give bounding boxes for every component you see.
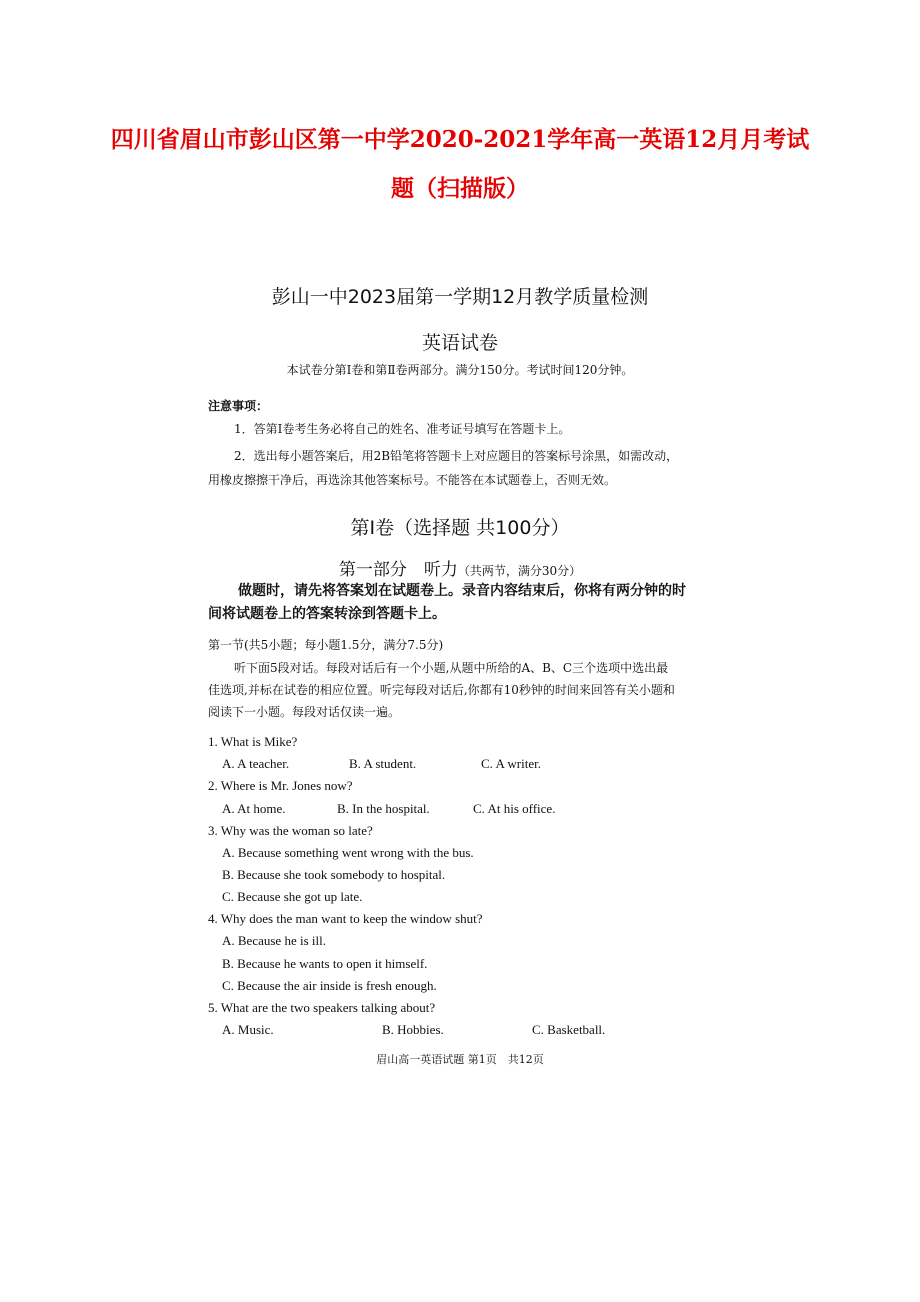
section1-instr-b: 佳选项,并标在试卷的相应位置。听完每段对话后,你都有10秒钟的时间来回答有关小题和 bbox=[208, 683, 675, 697]
q3-option-c: C. Because she got up late. bbox=[222, 889, 363, 904]
q2-option-b: B. In the hospital. bbox=[337, 801, 430, 816]
q4-option-a: A. Because he is ill. bbox=[222, 933, 326, 948]
question-1: 1. What is Mike? bbox=[208, 734, 298, 749]
q1-option-c: C. A writer. bbox=[481, 756, 541, 771]
part1-title: 第一部分 听力 bbox=[338, 560, 458, 580]
q5-option-c: C. Basketball. bbox=[532, 1022, 606, 1037]
notice-2a: 2．选出每小题答案后，用2B铅笔将答题卡上对应题目的答案标号涂黑，如需改动， bbox=[234, 449, 679, 463]
page-footer: 眉山高一英语试题 第1页 共12页 bbox=[376, 1053, 544, 1066]
part1-instr-a: 做题时，请先将答案划在试题卷上。录音内容结束后，你将有两分钟的时 bbox=[238, 583, 686, 599]
section1-instr-a: 听下面5段对话。每段对话后有一个小题,从题中所给的A、B、C三个选项中选出最 bbox=[234, 661, 669, 675]
q1-option-a: A. A teacher. bbox=[222, 756, 290, 771]
question-2: 2. Where is Mr. Jones now? bbox=[208, 778, 353, 793]
part1-note: （共两节，满分30分） bbox=[457, 564, 582, 578]
q3-option-a: A. Because something went wrong with the bus. bbox=[222, 845, 474, 860]
q2-option-c: C. At his office. bbox=[473, 801, 556, 816]
volume-1-title: 第Ⅰ卷（选择题 共100分） bbox=[350, 517, 570, 539]
q2-option-a: A. At home. bbox=[222, 801, 286, 816]
intro: 本试卷分第Ⅰ卷和第Ⅱ卷两部分。满分150分。考试时间120分钟。 bbox=[286, 363, 634, 377]
q5-option-b: B. Hobbies. bbox=[382, 1022, 444, 1037]
doc-title-line1: 四川省眉山市彭山区第一中学2020-2021学年高一英语12月月考试 bbox=[110, 126, 810, 153]
section1-instr-c: 阅读下一小题。每段对话仅读一遍。 bbox=[208, 705, 401, 719]
q4-option-b: B. Because he wants to open it himself. bbox=[222, 956, 428, 971]
question-4: 4. Why does the man want to keep the window shut? bbox=[208, 911, 483, 926]
question-3: 3. Why was the woman so late? bbox=[208, 823, 373, 838]
subject-title: 英语试卷 bbox=[421, 332, 498, 354]
doc-title-line2: 题（扫描版） bbox=[391, 175, 529, 202]
notice-1: 1．答第Ⅰ卷考生务必将自己的姓名、准考证号填写在答题卡上。 bbox=[234, 422, 571, 436]
q5-option-a: A. Music. bbox=[222, 1022, 274, 1037]
part1-instr-b: 间将试题卷上的答案转涂到答题卡上。 bbox=[208, 606, 446, 622]
section1-heading: 第一节(共5小题；每小题1.5分，满分7.5分) bbox=[208, 638, 444, 652]
notice-2b: 用橡皮擦擦干净后，再选涂其他答案标号。不能答在本试题卷上，否则无效。 bbox=[208, 473, 617, 487]
question-5: 5. What are the two speakers talking about? bbox=[208, 1000, 436, 1015]
exam-title: 彭山一中2023届第一学期12月教学质量检测 bbox=[271, 286, 649, 308]
notice-heading: 注意事项： bbox=[208, 399, 269, 413]
q4-option-c: C. Because the air inside is fresh enough. bbox=[222, 978, 437, 993]
q3-option-b: B. Because she took somebody to hospital. bbox=[222, 867, 446, 882]
q1-option-b: B. A student. bbox=[349, 756, 417, 771]
part1-heading bbox=[0, 555, 920, 580]
